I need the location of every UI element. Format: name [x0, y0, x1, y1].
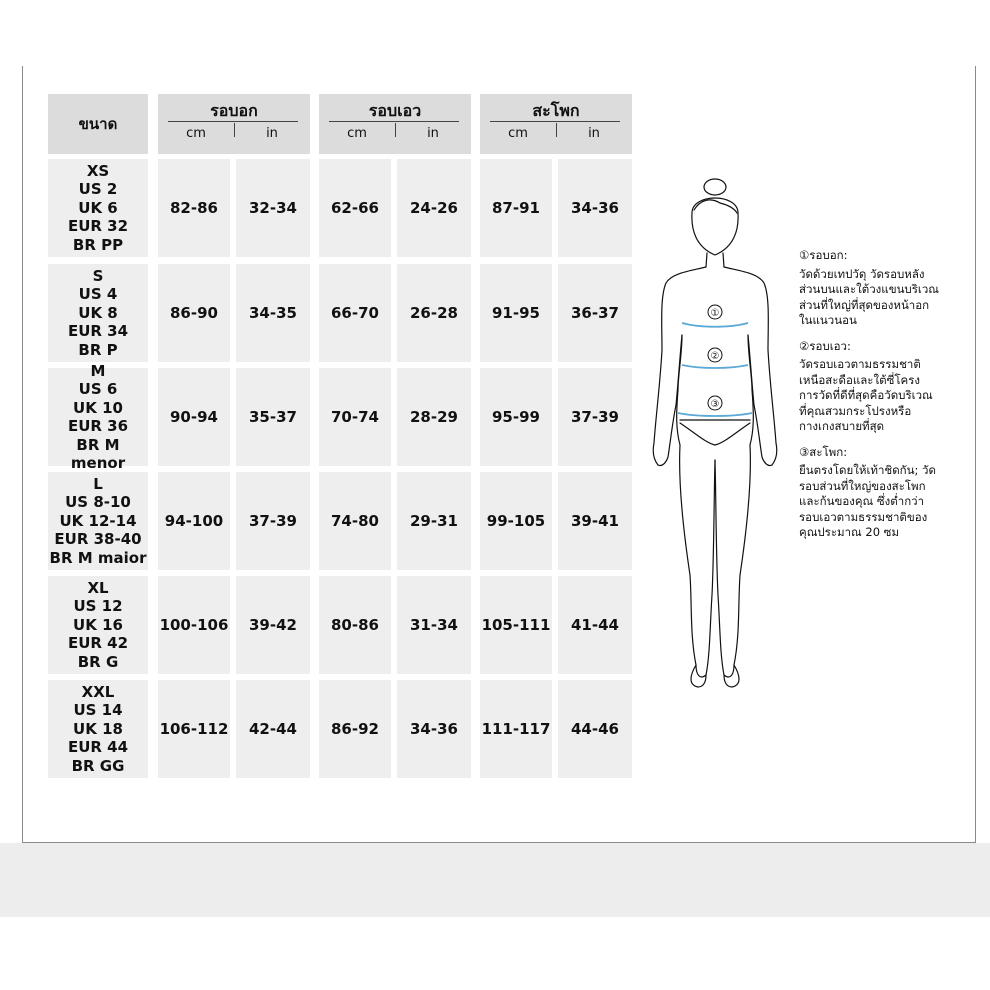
size-label-line: EUR 42	[67, 634, 129, 653]
measurement-value: 100-106	[159, 616, 229, 634]
note-line: วัดด้วยเทปวัดุ วัดรอบหลัง	[799, 266, 925, 281]
hip-in-cell	[558, 159, 632, 257]
size-cell	[48, 264, 148, 362]
measurement-value: 74-80	[331, 512, 379, 530]
note-line: กางเกงสบายที่สุด	[799, 419, 885, 433]
measurement-value: 80-86	[331, 616, 379, 634]
chest-in-cell	[236, 472, 310, 570]
hip-note	[799, 445, 969, 541]
size-label-line: BR G	[77, 652, 119, 671]
note-line: และก้นของคุณ ซึ่งต่ำกว่า	[799, 494, 925, 508]
note-line: ส่วนบนและใต้วงแขนบริเวณ	[799, 282, 939, 296]
unit-separator	[556, 123, 557, 137]
measurement-value: 82-86	[170, 199, 218, 217]
hip-in-cell	[558, 680, 632, 778]
measurement-value: 99-105	[486, 512, 546, 530]
hip-header	[480, 94, 632, 154]
measurement-value: 26-28	[410, 304, 458, 322]
note-line: รอบเอวตามธรรมชาติของ	[799, 509, 928, 524]
note-line: วัดรอบเอวตามธรรมชาติ	[799, 357, 921, 371]
waist-note	[799, 339, 969, 435]
measurement-value: 111-117	[481, 720, 551, 738]
chest-marker: ①	[710, 308, 720, 319]
size-label-line: XL	[87, 578, 109, 597]
hip-cm-cell	[480, 576, 552, 674]
measurement-value: 37-39	[249, 512, 297, 530]
measurement-value: 62-66	[331, 199, 379, 217]
hip-cm-cell	[480, 368, 552, 466]
size-label-line: UK 18	[73, 719, 123, 738]
measurement-value: 34-35	[249, 304, 297, 322]
measurement-value: 29-31	[410, 512, 458, 530]
chest-note	[799, 248, 969, 329]
measurement-value: 70-74	[331, 408, 379, 426]
measurement-value: 44-46	[571, 720, 619, 738]
size-label-line: BR M maior	[49, 548, 147, 567]
waist-cm-cell	[319, 576, 391, 674]
chest-cm-cell	[158, 472, 230, 570]
chest-title: รอบอก	[210, 101, 258, 120]
hip-in-unit: in	[588, 126, 600, 141]
size-header-label: ขนาด	[78, 115, 118, 133]
note-line: รอบส่วนที่ใหญ่ของสะโพก	[799, 478, 926, 493]
waist-in-cell	[397, 680, 471, 778]
note-line: ยืนตรงโดยให้เท้าชิดกัน; วัด	[799, 463, 936, 477]
size-label-line: XS	[86, 161, 110, 180]
bottom-band	[0, 843, 990, 917]
size-label-line: BR P	[78, 340, 118, 359]
measurement-value: 42-44	[249, 720, 297, 738]
size-label-line: US 12	[73, 597, 123, 616]
size-label-line: XXL	[81, 682, 115, 701]
note-line: ที่คุณสวมกระโปรงหรือ	[799, 403, 912, 418]
chest-in-cell	[236, 680, 310, 778]
chest-measure-line	[682, 323, 748, 327]
measurement-value: 106-112	[159, 720, 229, 738]
waist-in-cell	[397, 159, 471, 257]
chest-in-cell	[236, 159, 310, 257]
measurement-notes	[799, 248, 969, 551]
waist-cm-cell	[319, 680, 391, 778]
body-outline-illustration	[640, 175, 790, 695]
header-rule	[490, 121, 620, 122]
measurement-value: 87-91	[492, 199, 540, 217]
chest-in-cell	[236, 576, 310, 674]
note-line: เหนือสะดือและใต้ซี่โครง	[799, 372, 921, 387]
measurement-value: 66-70	[331, 304, 379, 322]
chest-header	[158, 94, 310, 154]
chest-cm-unit: cm	[186, 126, 206, 141]
note-line: คุณประมาณ 20 ซม	[799, 525, 900, 539]
waist-in-cell	[397, 472, 471, 570]
size-label-line: US 14	[73, 701, 123, 720]
measurement-value: 24-26	[410, 199, 458, 217]
size-label-line: US 2	[78, 180, 118, 199]
size-label-line: US 8-10	[65, 493, 131, 512]
hip-measure-line	[678, 413, 752, 416]
measurement-value: 94-100	[164, 512, 224, 530]
waist-cm-cell	[319, 159, 391, 257]
size-label-line: US 4	[78, 285, 118, 304]
size-label-line: UK 8	[78, 303, 118, 322]
size-label-line: M	[90, 361, 106, 380]
size-label-line: UK 10	[73, 398, 123, 417]
waist-cm-cell	[319, 472, 391, 570]
body-figure	[640, 175, 790, 699]
note-line: ในแนวนอน	[799, 313, 857, 327]
size-cell	[48, 361, 148, 472]
size-cell	[48, 472, 148, 570]
note-line: การวัดที่ดีที่สุดคือวัดบริเวณ	[799, 388, 933, 402]
measurement-value: 95-99	[492, 408, 540, 426]
measurement-value: 35-37	[249, 408, 297, 426]
measurement-value: 91-95	[492, 304, 540, 322]
header-rule	[168, 121, 298, 122]
measurement-value: 105-111	[481, 616, 551, 634]
unit-separator	[234, 123, 235, 137]
size-header	[48, 94, 148, 154]
size-cell	[48, 680, 148, 778]
hip-marker: ③	[710, 399, 720, 410]
chest-note-title: ①รอบอก:	[799, 248, 848, 262]
waist-note-title: ②รอบเอว:	[799, 338, 851, 353]
chest-in-cell	[236, 368, 310, 466]
size-label-line: BR GG	[71, 756, 125, 775]
header-rule	[329, 121, 459, 122]
measurement-value: 37-39	[571, 408, 619, 426]
measurement-value: 86-92	[331, 720, 379, 738]
size-label-line: EUR 34	[67, 322, 129, 341]
measurement-value: 34-36	[410, 720, 458, 738]
waist-marker: ②	[710, 351, 720, 362]
size-label-line: BR PP	[72, 235, 124, 254]
note-line: ส่วนที่ใหญ่ที่สุดของหน้าอก	[799, 297, 930, 312]
size-label-line: S	[92, 266, 104, 285]
chest-in-cell	[236, 264, 310, 362]
size-label-line: UK 6	[78, 198, 118, 217]
waist-measure-line	[682, 365, 748, 368]
waist-cm-cell	[319, 264, 391, 362]
measurement-value: 90-94	[170, 408, 218, 426]
unit-separator	[395, 123, 396, 137]
waist-in-cell	[397, 264, 471, 362]
chest-cm-cell	[158, 159, 230, 257]
hip-cm-cell	[480, 159, 552, 257]
chest-cm-cell	[158, 264, 230, 362]
size-cell	[48, 576, 148, 674]
waist-cm-unit: cm	[347, 126, 367, 141]
measurement-value: 36-37	[571, 304, 619, 322]
size-label-line: EUR 38-40	[54, 530, 142, 549]
size-label-line: L	[93, 474, 103, 493]
measurement-value: 28-29	[410, 408, 458, 426]
chest-cm-cell	[158, 368, 230, 466]
chest-in-unit: in	[266, 126, 278, 141]
hip-title: สะโพก	[532, 101, 580, 120]
hip-cm-cell	[480, 680, 552, 778]
measurement-value: 41-44	[571, 616, 619, 634]
size-label-line: EUR 36	[67, 417, 129, 435]
waist-header	[319, 94, 471, 154]
measurement-value: 32-34	[249, 199, 297, 217]
measurement-value: 39-42	[249, 616, 297, 634]
chest-cm-cell	[158, 576, 230, 674]
hip-cm-cell	[480, 264, 552, 362]
waist-title: รอบเอว	[368, 101, 422, 120]
waist-in-unit: in	[427, 126, 439, 141]
measurement-value: 86-90	[170, 304, 218, 322]
waist-in-cell	[397, 368, 471, 466]
size-label-line: EUR 44	[67, 738, 129, 757]
hip-in-cell	[558, 472, 632, 570]
measurement-value: 34-36	[571, 199, 619, 217]
measurement-value: 39-41	[571, 512, 619, 530]
size-label-line: BR M menor	[70, 435, 126, 472]
hip-in-cell	[558, 264, 632, 362]
size-label-line: EUR 32	[67, 217, 129, 236]
waist-cm-cell	[319, 368, 391, 466]
hip-cm-unit: cm	[508, 126, 528, 141]
size-cell	[48, 159, 148, 257]
waist-in-cell	[397, 576, 471, 674]
hip-in-cell	[558, 576, 632, 674]
size-label-line: US 6	[78, 380, 118, 398]
hip-note-title: ③สะโพก:	[799, 444, 848, 459]
size-label-line: UK 16	[73, 615, 123, 634]
measurement-value: 31-34	[410, 616, 458, 634]
chest-cm-cell	[158, 680, 230, 778]
size-label-line: UK 12-14	[59, 511, 137, 530]
hip-cm-cell	[480, 472, 552, 570]
hip-in-cell	[558, 368, 632, 466]
